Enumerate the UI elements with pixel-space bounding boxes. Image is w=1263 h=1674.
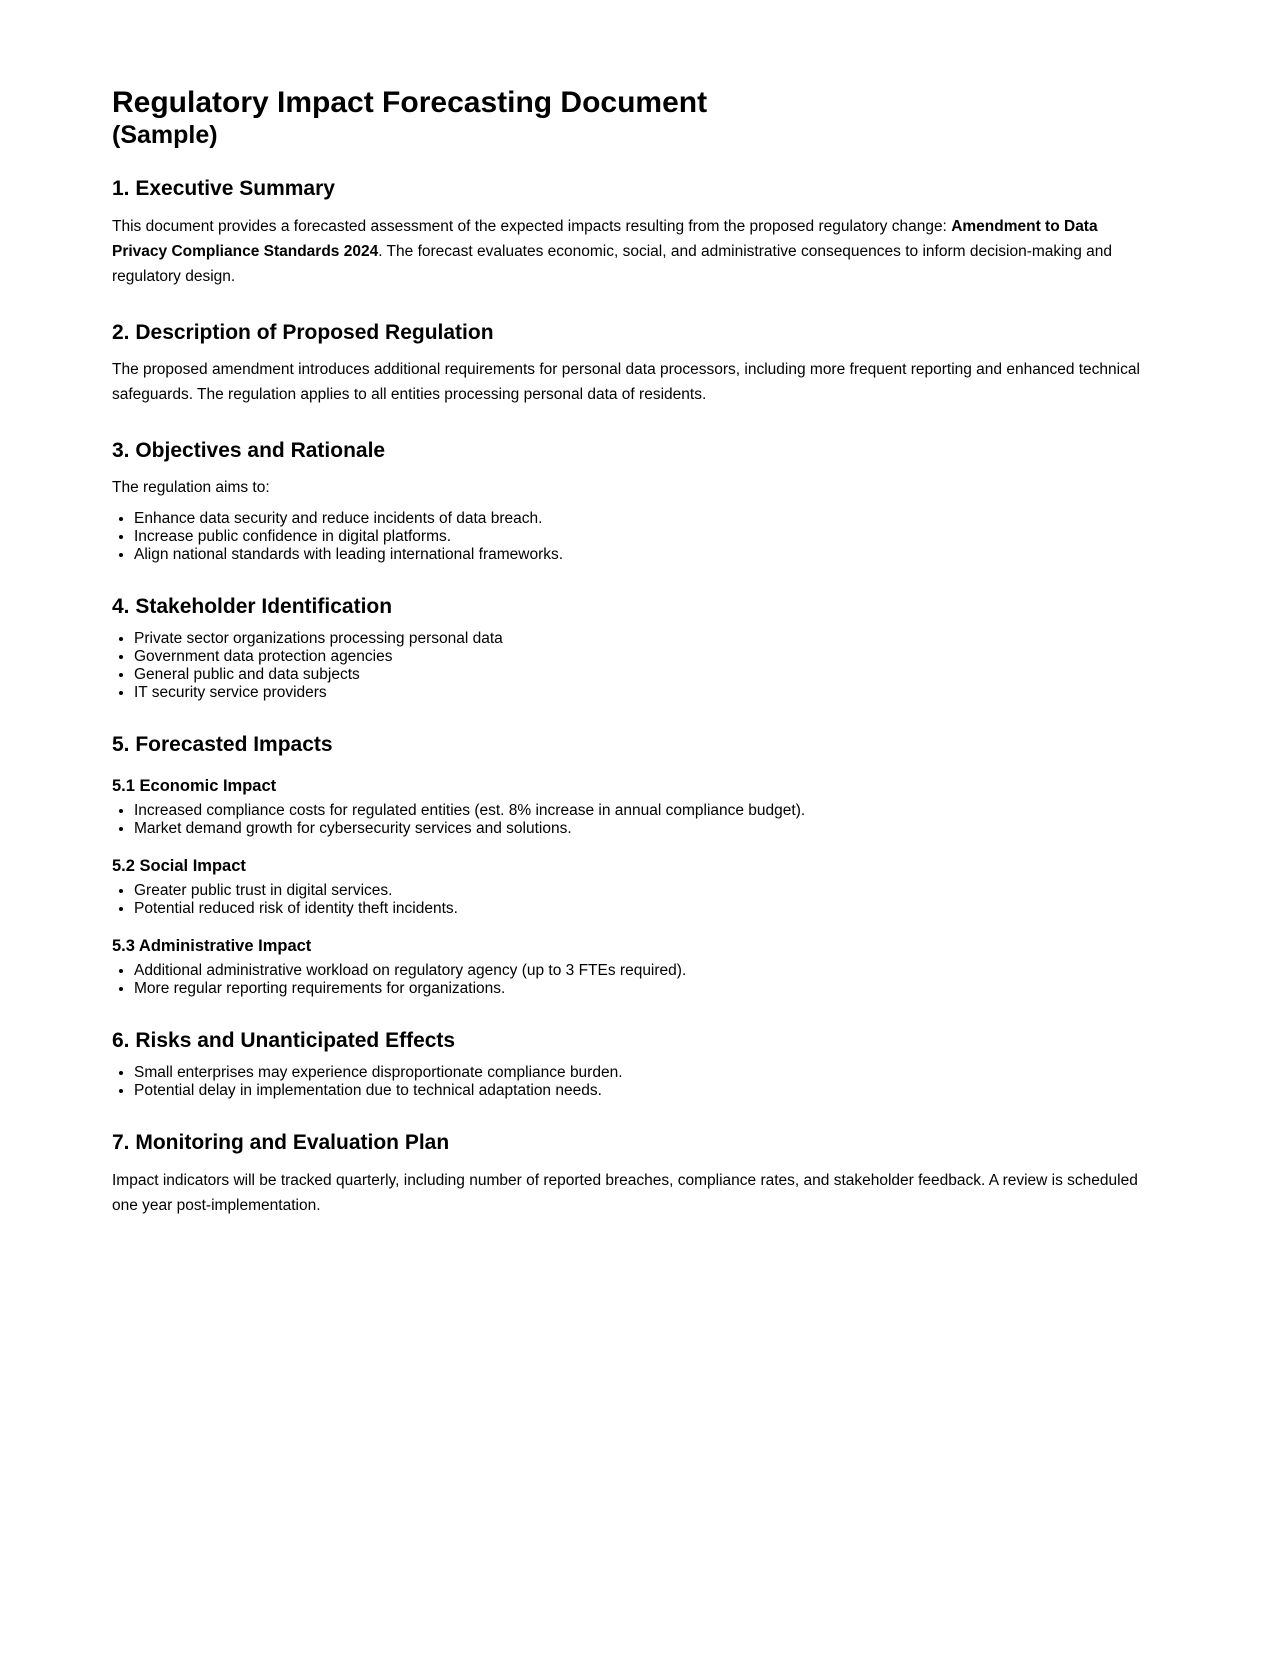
- list-item: • Government data protection agencies: [134, 648, 1151, 666]
- objectives-intro: The regulation aims to:: [112, 479, 270, 496]
- document-title: [112, 86, 1151, 150]
- list-item: • Potential delay in implementation due to technical adaptation needs.: [134, 1082, 1151, 1100]
- document-subtitle: (Sample): [112, 121, 218, 149]
- section-heading-description: 2. Description of Proposed Regulation: [112, 321, 494, 344]
- list-item: • Align national standards with leading international frameworks.: [134, 546, 1151, 564]
- list-item: • More regular reporting requirements for organizations.: [134, 980, 1151, 998]
- regulation-name: Amendment to Data Privacy Compliance Standards 2024: [112, 218, 1098, 260]
- document-title-main: Regulatory Impact Forecasting Document: [112, 86, 708, 119]
- economic-impact-list: [112, 802, 1151, 838]
- subsection-heading-social: 5.2 Social Impact: [112, 857, 246, 875]
- list-item: • Market demand growth for cybersecurity services and solutions.: [134, 820, 1151, 838]
- list-item: • Potential reduced risk of identity theft incidents.: [134, 900, 1151, 918]
- subsection-heading-economic: 5.1 Economic Impact: [112, 777, 277, 795]
- section-heading-executive-summary: 1. Executive Summary: [112, 177, 335, 200]
- objectives-list: [112, 510, 1151, 564]
- executive-summary-text-before: This document provides a forecasted assessment of the expected impacts resulting from the proposed regulatory change:: [112, 218, 952, 235]
- executive-summary-text: [112, 214, 1151, 289]
- list-item: • Increase public confidence in digital platforms.: [134, 528, 1151, 546]
- list-item: • General public and data subjects: [134, 666, 1151, 684]
- executive-summary-text-after: . The forecast evaluates economic, social, and administrative consequences to inform decision-making and regulatory design.: [112, 243, 1112, 285]
- section-heading-impacts: 5. Forecasted Impacts: [112, 733, 333, 756]
- list-item: • IT security service providers: [134, 684, 1151, 702]
- list-item: • Additional administrative workload on regulatory agency (up to 3 FTEs required).: [134, 962, 1151, 980]
- subsection-heading-administrative: 5.3 Administrative Impact: [112, 937, 312, 955]
- list-item: • Small enterprises may experience disproportionate compliance burden.: [134, 1064, 1151, 1082]
- list-item: • Enhance data security and reduce incidents of data breach.: [134, 510, 1151, 528]
- administrative-impact-list: [112, 962, 1151, 998]
- list-item: • Private sector organizations processing personal data: [134, 630, 1151, 648]
- description-text: The proposed amendment introduces additional requirements for personal data processors, including more frequent reporting and enhanced technical safeguards. The regulation applies to all entities processing personal data of residents.: [112, 361, 1140, 403]
- stakeholders-list: [112, 630, 1151, 702]
- section-heading-risks: 6. Risks and Unanticipated Effects: [112, 1029, 456, 1052]
- monitoring-text: Impact indicators will be tracked quarterly, including number of reported breaches, compliance rates, and stakeholder feedback. A review is scheduled one year post-implementation.: [112, 1172, 1138, 1214]
- risks-list: [112, 1064, 1151, 1100]
- list-item: • Greater public trust in digital services.: [134, 882, 1151, 900]
- section-heading-objectives: 3. Objectives and Rationale: [112, 439, 386, 462]
- section-heading-monitoring: 7. Monitoring and Evaluation Plan: [112, 1131, 450, 1154]
- list-item: • Increased compliance costs for regulated entities (est. 8% increase in annual compliance budget).: [134, 802, 1151, 820]
- social-impact-list: [112, 882, 1151, 918]
- section-heading-stakeholders: 4. Stakeholder Identification: [112, 595, 393, 618]
